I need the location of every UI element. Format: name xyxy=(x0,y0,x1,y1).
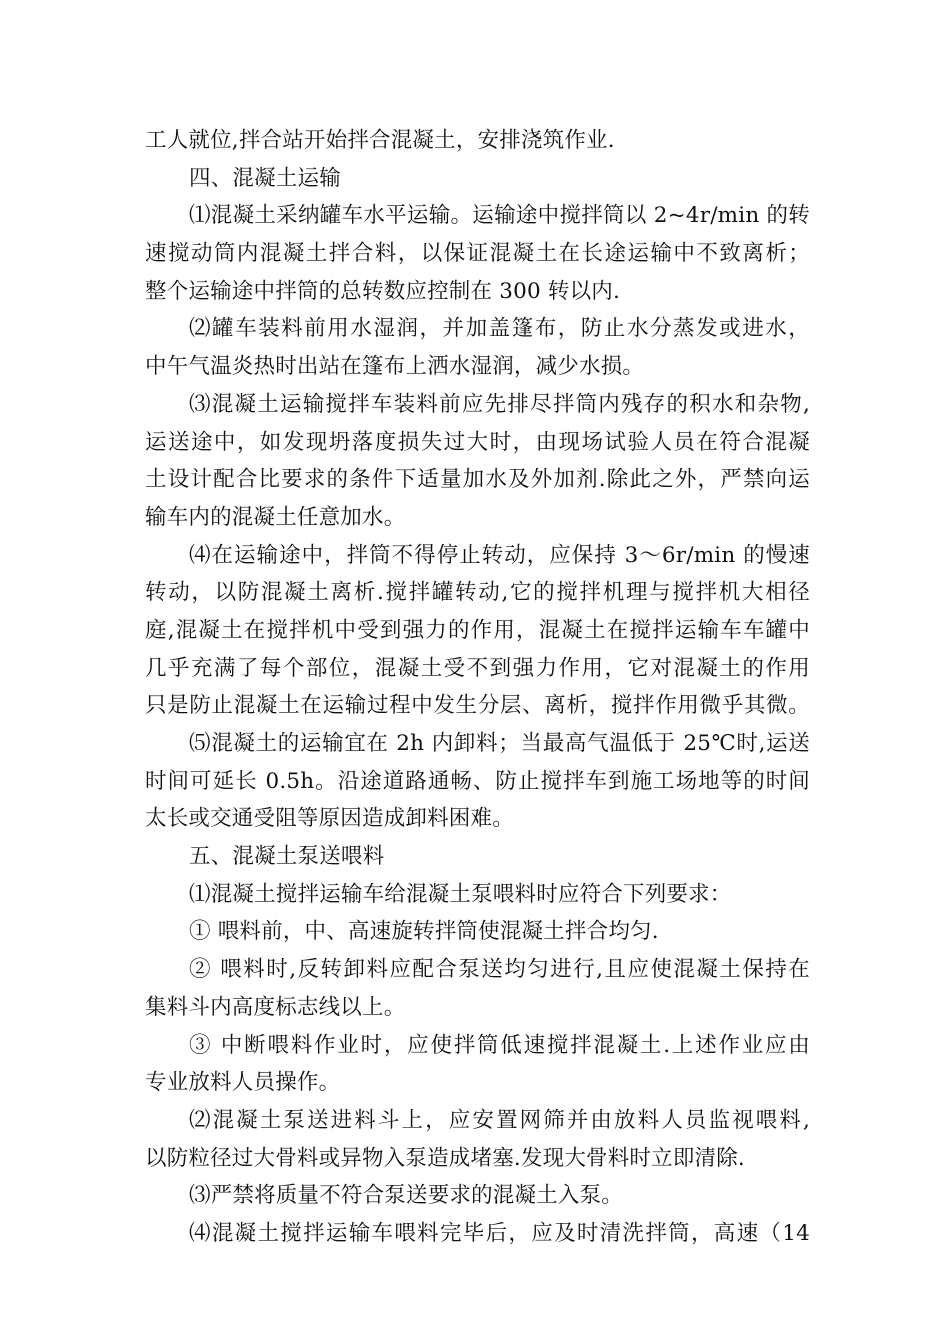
text-line: ② 喂料时,反转卸料应配合泵送均匀进行,且应使混凝土保持在 xyxy=(189,957,810,983)
text-line: 只是防止混凝土在运输过程中发生分层、离析，搅拌作用微乎其微。 xyxy=(145,693,810,719)
text-line: 中午气温炎热时出站在篷布上洒水湿润，减少水损。 xyxy=(145,354,645,380)
text-line: ⑷在运输途中，拌筒不得停止转动，应保持 3～6r/min 的慢速 xyxy=(189,542,810,568)
text-line: 以防粒径过大骨料或异物入泵造成堵塞.发现大骨料时立即清除. xyxy=(145,1145,745,1171)
text-line: ⑶严禁将质量不符合泵送要求的混凝土入泵。 xyxy=(189,1183,624,1209)
text-line: ① 喂料前，中、高速旋转拌筒使混凝土拌合均匀. xyxy=(189,919,659,945)
text-line: ③ 中断喂料作业时，应使拌筒低速搅拌混凝土.上述作业应由 xyxy=(189,1032,810,1058)
text-line: ⑶混凝土运输搅拌车装料前应先排尽拌筒内残存的积水和杂物, xyxy=(189,391,810,417)
text-line: ⑵罐车装料前用水湿润，并加盖篷布，防止水分蒸发或进水， xyxy=(189,316,810,342)
text-line: 土设计配合比要求的条件下适量加水及外加剂.除此之外，严禁向运 xyxy=(145,467,810,493)
text-line: 运送途中，如发现坍落度损失过大时，由现场试验人员在符合混凝 xyxy=(145,429,810,455)
text-line: 太长或交通受阻等原因造成卸料困难。 xyxy=(145,806,514,832)
text-line: ⑵混凝土泵送进料斗上，应安置网筛并由放料人员监视喂料, xyxy=(189,1107,810,1133)
text-line: 转动，以防混凝土离析.搅拌罐转动,它的搅拌机理与搅拌机大相径 xyxy=(145,580,810,606)
text-line: 几乎充满了每个部位，混凝土受不到强力作用，它对混凝土的作用 xyxy=(145,655,810,681)
text-line: ⑸混凝土的运输宜在 2h 内卸料；当最高气温低于 25℃时,运送 xyxy=(189,731,810,756)
text-line: 庭,混凝土在搅拌机中受到强力的作用，混凝土在搅拌运输车车罐中 xyxy=(145,617,810,643)
text-line: ⑷混凝土搅拌运输车喂料完毕后，应及时清洗拌筒，高速（14 xyxy=(189,1220,810,1246)
text-line: 速搅动筒内混凝土拌合料，以保证混凝土在长途运输中不致离析； xyxy=(145,241,810,267)
text-line: ⑴混凝土搅拌运输车给混凝土泵喂料时应符合下列要求： xyxy=(189,881,732,907)
text-line: 输车内的混凝土任意加水。 xyxy=(145,504,406,530)
text-line: 五、混凝土泵送喂料 xyxy=(189,844,385,870)
text-line: ⑴混凝土采纳罐车水平运输。运输途中搅拌筒以 2~4r/min 的转 xyxy=(189,203,810,229)
text-line: 集料斗内高度标志线以上。 xyxy=(145,994,406,1020)
text-line: 工人就位,拌合站开始拌合混凝土，安排浇筑作业. xyxy=(145,128,615,153)
document-body xyxy=(145,122,810,1253)
text-line: 时间可延长 0.5h。沿途道路通畅、防止搅拌车到施工场地等的时间 xyxy=(145,768,810,794)
text-line: 专业放料人员操作。 xyxy=(145,1070,341,1096)
text-line: 整个运输途中拌筒的总转数应控制在 300 转以内. xyxy=(145,278,621,304)
text-line: 四、混凝土运输 xyxy=(189,165,341,191)
